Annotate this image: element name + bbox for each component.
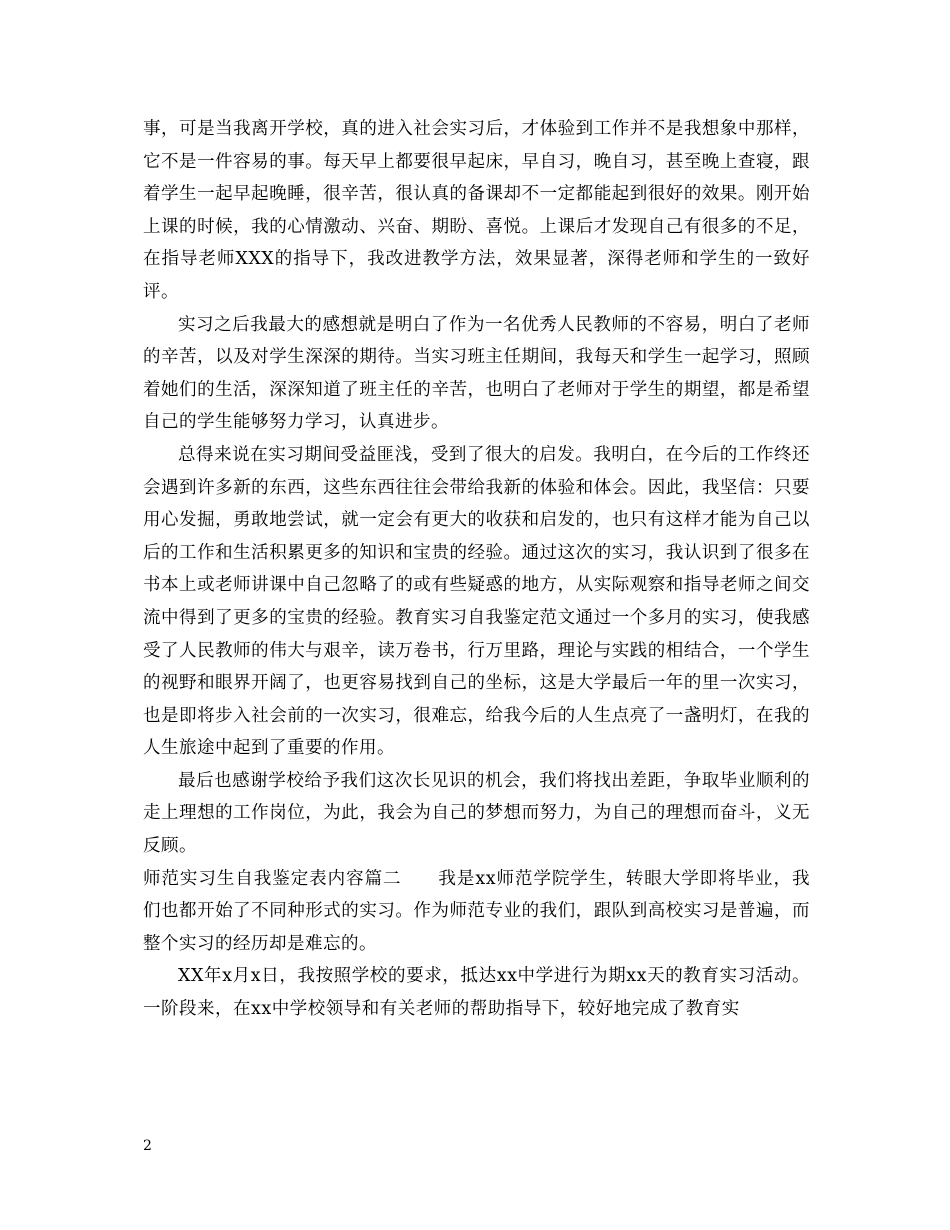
paragraph-reflection: 实习之后我最大的感想就是明白了作为一名优秀人民教师的不容易，明白了老师的辛苦，以及对学生深深的期待。当实习班主任期间，我每天和学生一起学习，照顾着她们的生活，深深知道了班主任的辛苦，也明白了老师对于学生的期望，都是希望自己的学生能够努力学习，认真进步。 bbox=[143, 314, 810, 433]
paragraph-internship-start: XX年x月x日，我按照学校的要求，抵达xx中学进行为期xx天的教育实习活动。一阶段来，在xx中学校领导和有关老师的帮助指导下，较好地完成了教育实 bbox=[143, 966, 810, 1020]
paragraph-part-two-intro: 师范实习生自我鉴定表内容篇二 我是xx师范学院学生，转眼大学即将毕业，我们也都开始了不同种形式的实习。作为师范专业的我们，跟队到高校实习是普遍，而整个实习的经历却是难忘的。 bbox=[143, 868, 810, 954]
paragraph-summary: 总得来说在实习期间受益匪浅，受到了很大的启发。我明白，在今后的工作终还会遇到许多新的东西，这些东西往往会带给我新的体验和体会。因此，我坚信：只要用心发掘，勇敢地尝试，就一定会有更大的收获和启发的，也只有这样才能为自己以后的工作和生活积累更多的知识和宝贵的经验。通过这次的实习，我认识到了很多在书本上或老师讲课中自己忽略了的或有些疑惑的地方，从实际观察和指导老师之间交流中得到了更多的宝贵的经验。教育实习自我鉴定范文通过一个多月的实习，使我感受了人民教师的伟大与艰辛，读万卷书，行万里路，理论与实践的相结合，一个学生的视野和眼界开阔了，也更容易找到自己的坐标，这是大学最后一年的里一次实习，也是即将步入社会前的一次实习，很难忘，给我今后的人生点亮了一盏明灯，在我的人生旅途中起到了重要的作用。 bbox=[143, 444, 810, 759]
paragraph-continuation: 事，可是当我离开学校，真的进入社会实习后，才体验到工作并不是我想象中那样，它不是一件容易的事。每天早上都要很早起床，早自习，晚自习，甚至晚上查寝，跟着学生一起早起晚睡，很辛苦，很认真的备课却不一定都能起到很好的效果。刚开始上课的时候，我的心情激动、兴奋、期盼、喜悦。上课后才发现自己有很多的不足，在指导老师XXX的指导下，我改进教学方法，效果显著，深得老师和学生的一致好评。 bbox=[143, 119, 810, 302]
page-number: 2 bbox=[143, 1138, 152, 1154]
paragraph-thanks: 最后也感谢学校给予我们这次长见识的机会，我们将找出差距，争取毕业顺利的走上理想的工作岗位，为此，我会为自己的梦想而努力，为自己的理想而奋斗，义无反顾。 bbox=[143, 770, 810, 857]
document-body bbox=[143, 113, 810, 1026]
